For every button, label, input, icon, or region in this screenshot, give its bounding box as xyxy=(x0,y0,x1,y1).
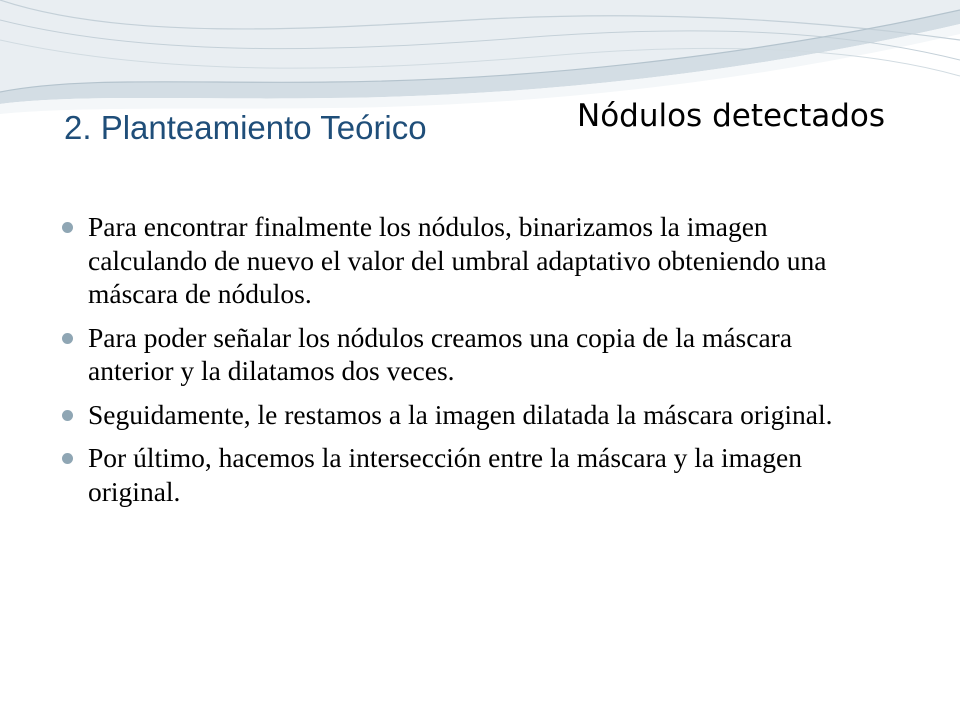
slide-title: Nódulos detectados xyxy=(577,98,886,134)
bullet-dot-icon xyxy=(62,333,73,344)
bullet-list xyxy=(60,210,880,518)
bullet-item xyxy=(60,441,880,508)
bullet-item xyxy=(60,398,880,432)
bullet-text: Por último, hacemos la intersección entre la máscara y la imagen original. xyxy=(88,442,802,507)
bullet-text: Seguidamente, le restamos a la imagen dilatada la máscara original. xyxy=(88,398,833,430)
bullet-dot-icon xyxy=(62,222,73,233)
bullet-dot-icon xyxy=(62,453,73,464)
bullet-item xyxy=(60,210,880,311)
bullet-item xyxy=(60,321,880,388)
section-title: 2. Planteamiento Teórico xyxy=(64,109,427,146)
bullet-text: Para poder señalar los nódulos creamos una copia de la máscara anterior y la dilatamos dos veces. xyxy=(88,321,793,387)
bullet-text: Para encontrar finalmente los nódulos, binarizamos la imagen calculando de nuevo el valor del umbral adaptativo obteniendo una máscara de nódulos. xyxy=(88,211,827,310)
bullet-dot-icon xyxy=(62,410,73,421)
